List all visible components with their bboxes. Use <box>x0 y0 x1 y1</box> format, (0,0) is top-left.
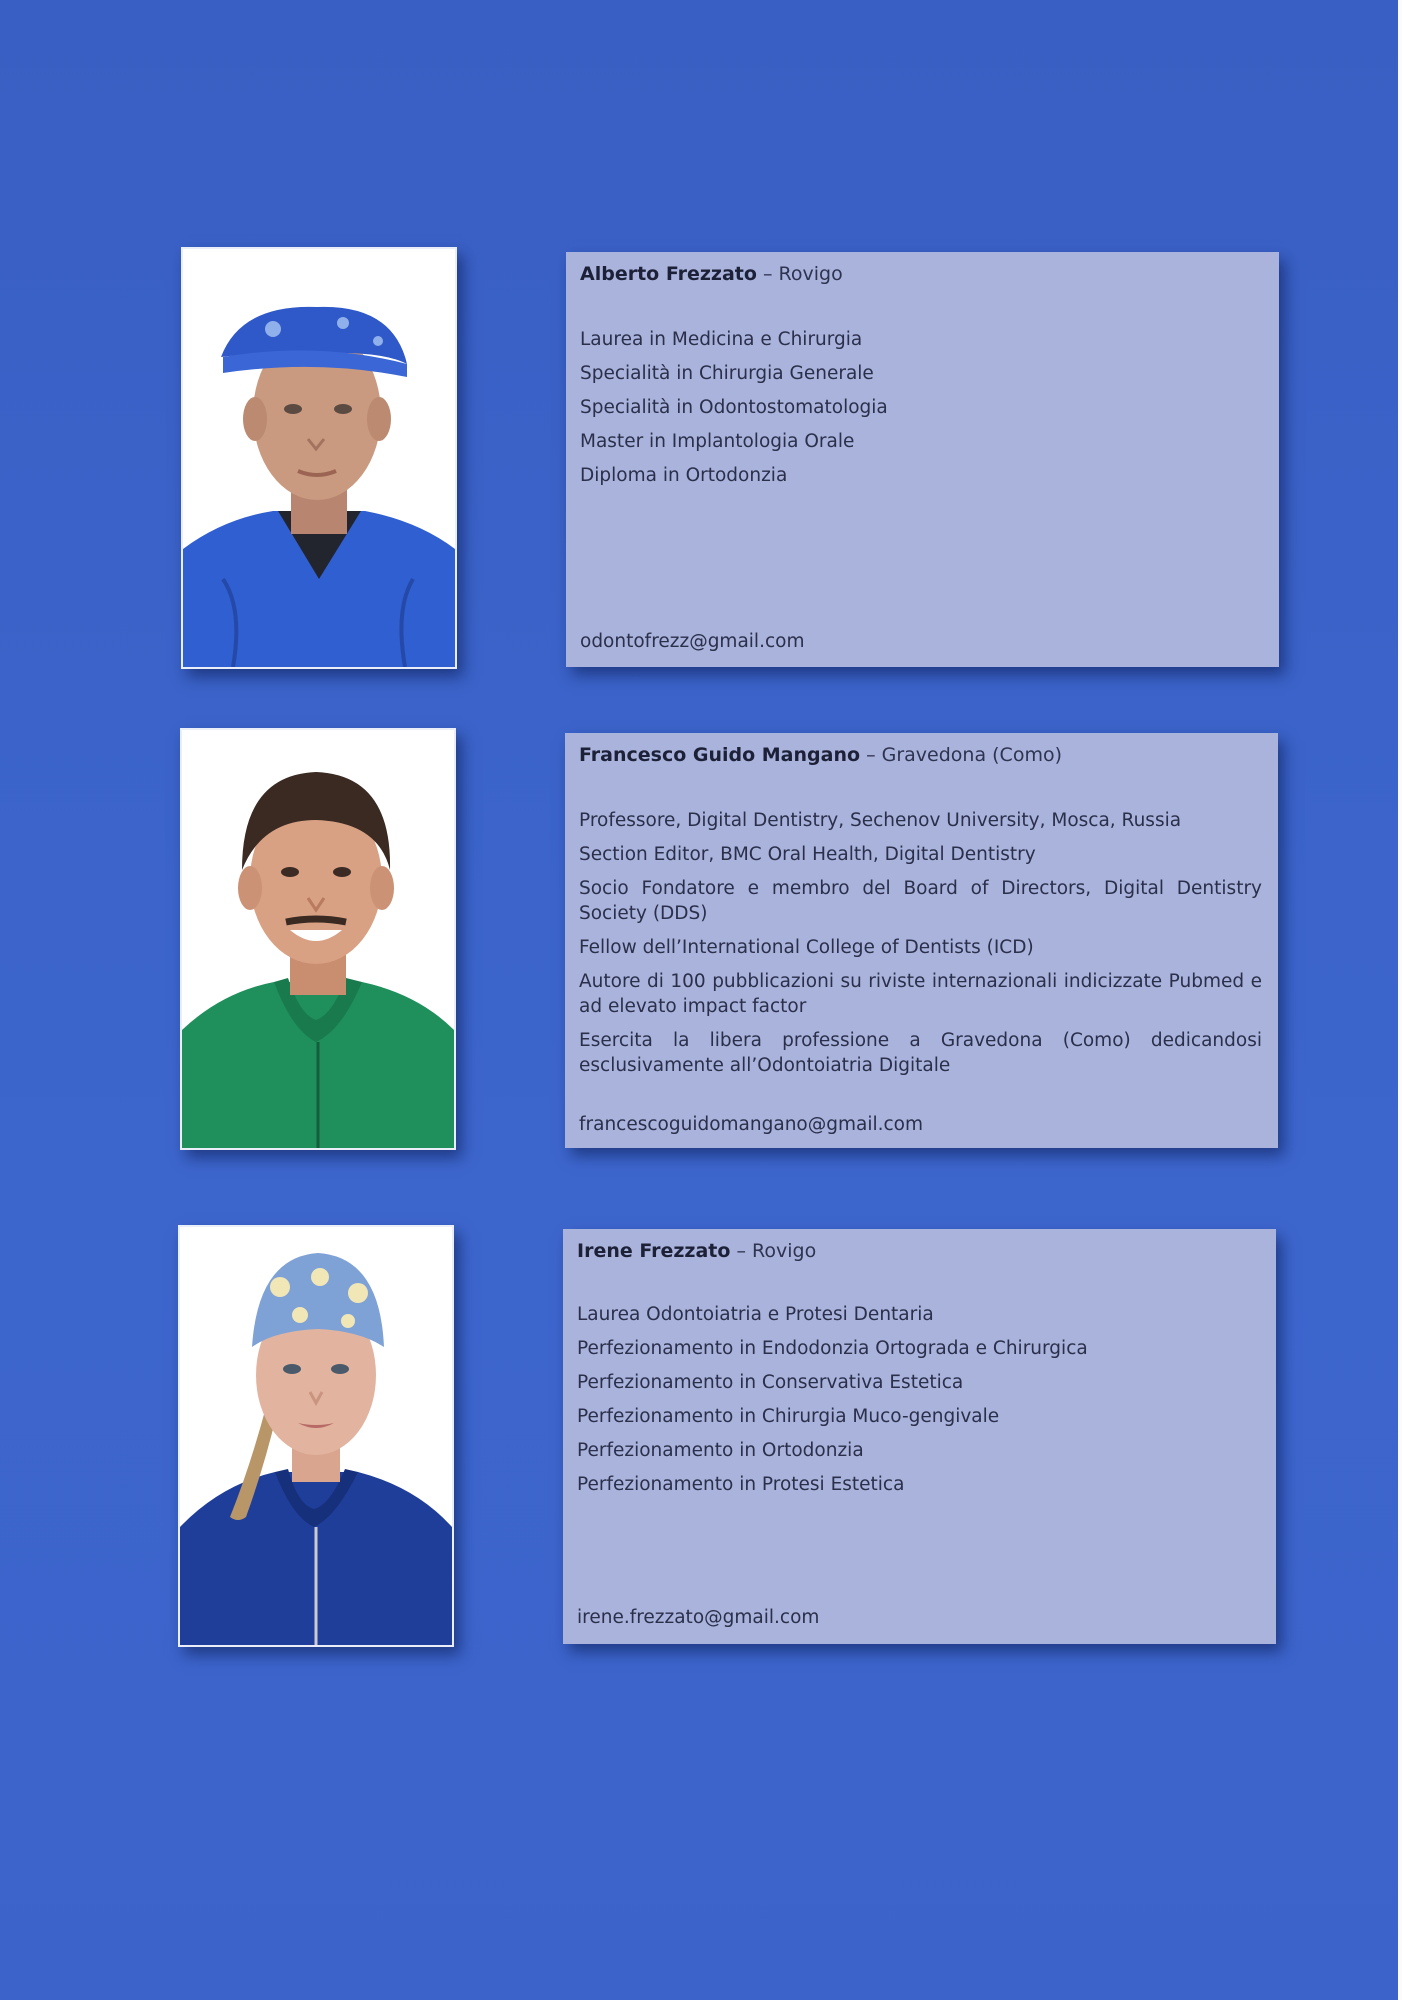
photo-irene-frezzato <box>178 1225 454 1647</box>
credential-item: Laurea in Medicina e Chirurgia <box>580 329 863 350</box>
portrait-man-green-scrubs-icon <box>182 730 454 1148</box>
credential-item: Section Editor, BMC Oral Health, Digital Dentistry <box>579 844 1036 865</box>
credential-item: Perfezionamento in Chirurgia Muco-gengivale <box>577 1406 1000 1427</box>
credential-item: Master in Implantologia Orale <box>580 431 855 452</box>
credential-item: Perfezionamento in Protesi Estetica <box>577 1474 905 1495</box>
credential-item: Specialità in Odontostomatologia <box>580 397 888 418</box>
credentials-list <box>579 808 1262 1087</box>
credential-item: Professore, Digital Dentistry, Sechenov University, Mosca, Russia <box>579 810 1182 831</box>
photo-francesco-guido-mangano <box>180 728 456 1150</box>
photo-alberto-frezzato <box>181 247 457 669</box>
portrait-man-blue-cap-icon <box>183 249 455 667</box>
profile-name: Alberto Frezzato <box>580 263 757 285</box>
profile-card-francesco-guido-mangano <box>565 733 1278 1148</box>
profile-card-alberto-frezzato <box>566 252 1279 667</box>
profile-heading <box>579 743 1062 767</box>
profile-heading <box>577 1239 816 1263</box>
profile-city: Rovigo <box>778 263 843 285</box>
profile-heading <box>580 262 843 286</box>
credential-item: Perfezionamento in Ortodonzia <box>577 1440 864 1461</box>
credential-item: Specialità in Chirurgia Generale <box>580 363 874 384</box>
credential-item: Perfezionamento in Conservativa Estetica <box>577 1372 964 1393</box>
credential-item: Diploma in Ortodonzia <box>580 465 788 486</box>
credential-item: Perfezionamento in Endodonzia Ortograda e Chirurgica <box>577 1338 1088 1359</box>
credential-item: Socio Fondatore e membro del Board of Directors, Digital Dentistry Society (DDS) <box>579 878 1262 924</box>
name-separator: – <box>736 1240 746 1262</box>
profile-name: Francesco Guido Mangano <box>579 744 861 766</box>
credential-item: Fellow dell’International College of Dentists (ICD) <box>579 937 1034 958</box>
profile-email[interactable]: odontofrezz@gmail.com <box>580 631 805 652</box>
name-separator: – <box>866 744 876 766</box>
profile-card-irene-frezzato <box>563 1229 1276 1644</box>
profile-city: Gravedona (Como) <box>881 744 1062 766</box>
profile-name: Irene Frezzato <box>577 1240 731 1262</box>
credential-item: Autore di 100 pubblicazioni su riviste internazionali indicizzate Pubmed e ad elevato impact factor <box>579 971 1262 1017</box>
credentials-list <box>580 327 1263 497</box>
profile-email[interactable]: irene.frezzato@gmail.com <box>577 1607 820 1628</box>
credential-item: Laurea Odontoiatria e Protesi Dentaria <box>577 1304 934 1325</box>
profile-city: Rovigo <box>752 1240 817 1262</box>
portrait-woman-patterned-cap-icon <box>180 1227 452 1645</box>
credential-item: Esercita la libera professione a Gravedona (Como) dedicandosi esclusivamente all’Odontoiatria Digitale <box>579 1030 1262 1076</box>
profile-email[interactable]: francescoguidomangano@gmail.com <box>579 1114 924 1135</box>
name-separator: – <box>762 263 773 285</box>
credentials-list <box>577 1302 1260 1506</box>
